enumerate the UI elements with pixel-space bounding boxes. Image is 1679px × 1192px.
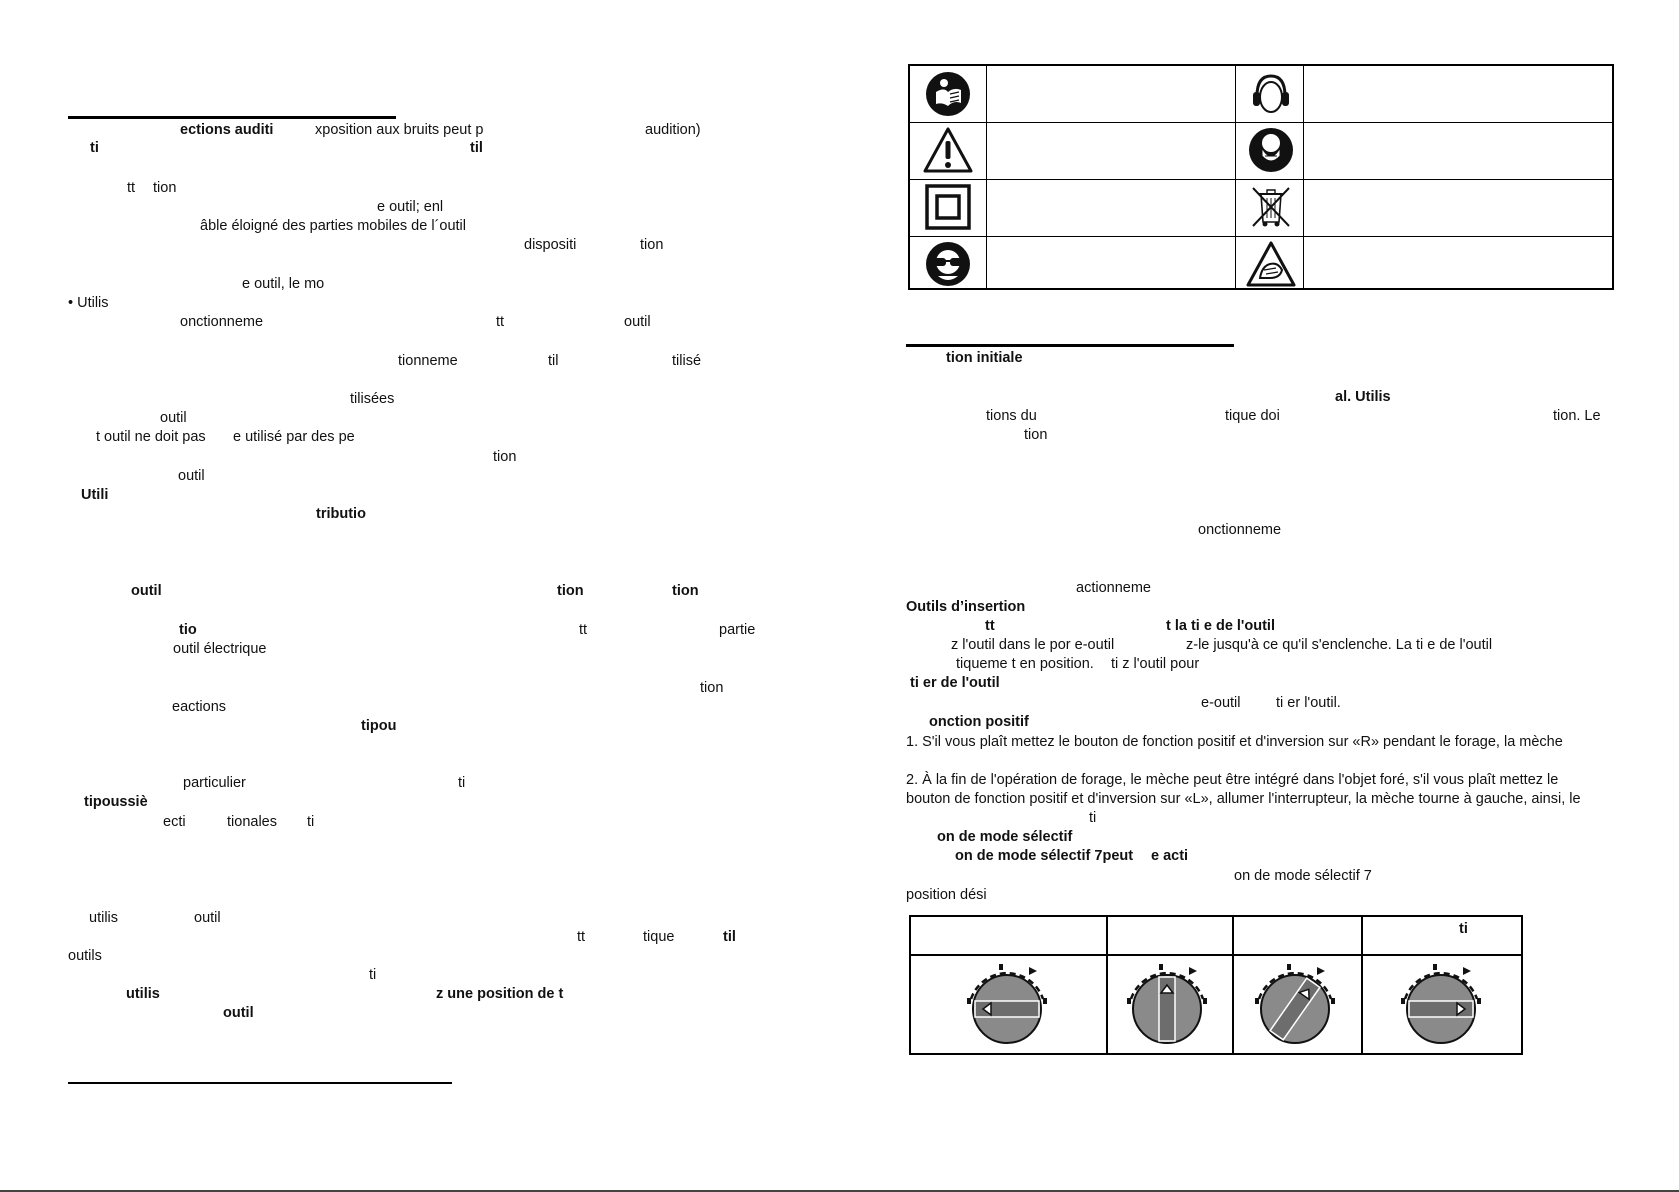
left-line-27-segment-1: utilis <box>89 910 119 926</box>
right-line-12-segment-2: ti er l'outil. <box>1276 695 1341 711</box>
right-line-11-segment-1: ti er de l'outil <box>910 675 1000 691</box>
left-line-20-segment-1: outil électrique <box>173 641 267 657</box>
left-line-2-segment-2: til <box>470 140 483 156</box>
right-line-19-segment-1: on de mode sélectif 7peut <box>955 848 1134 864</box>
left-line-1-segment-3: audition) <box>645 122 701 138</box>
left-line-10-segment-2: til <box>548 353 559 369</box>
right-line-12-segment-1: e-outil <box>1201 695 1241 711</box>
right-line-8-segment-2: t la ti e de l'outil <box>1166 618 1275 634</box>
section-rule-top-left <box>68 116 396 119</box>
right-line-20-segment-1: on de mode sélectif 7 <box>1234 868 1372 884</box>
left-line-7-segment-1: e outil, le mo <box>242 276 325 292</box>
left-line-19-segment-2: tt <box>579 622 588 638</box>
left-line-5-segment-1: âble éloigné des parties mobiles de l´outil <box>200 218 466 234</box>
left-line-23-segment-1: tipou <box>361 718 397 734</box>
left-line-28-segment-1: tt <box>577 929 586 945</box>
left-line-29-segment-1: outils <box>68 948 102 964</box>
right-line-8-segment-1: tt <box>985 618 995 634</box>
right-line-19-segment-2: e acti <box>1151 848 1189 864</box>
left-line-10-segment-1: tionneme <box>398 353 458 369</box>
double-insulation-icon <box>914 181 982 233</box>
gloves-warning-icon <box>1237 238 1305 290</box>
right-line-6-segment-1: actionneme <box>1076 580 1151 596</box>
left-line-6-segment-2: tion <box>640 237 664 253</box>
left-line-22-segment-1: eactions <box>172 699 227 715</box>
right-line-7-segment-1: Outils d’insertion <box>906 599 1026 615</box>
left-line-9-segment-2: tt <box>496 314 505 330</box>
section-rule-bottom-left <box>68 1082 452 1084</box>
right-line-3-segment-1: tions du <box>986 408 1037 424</box>
left-line-9-segment-3: outil <box>624 314 651 330</box>
dial-drill-icon <box>1119 957 1215 1056</box>
right-line-9-segment-2: z-le jusqu'à ce qu'il s'enclenche. La ti e de l'outil <box>1186 637 1493 653</box>
left-line-24-segment-2: ti <box>458 775 466 791</box>
left-line-13-segment-2: e utilisé par des pe <box>233 429 355 445</box>
left-line-4-segment-1: e outil; enl <box>377 199 444 215</box>
left-line-19-segment-3: partie <box>719 622 756 638</box>
left-line-2-segment-1: ti <box>90 140 99 156</box>
right-line-15-segment-1: 2. À la fin de l'opération de forage, le mèche peut être intégré dans l'objet foré, s'il vous plaît mettez le <box>906 772 1559 788</box>
left-line-3-segment-1: tt <box>127 180 136 196</box>
left-line-9-segment-1: onctionneme <box>180 314 264 330</box>
left-line-27-segment-2: outil <box>194 910 221 926</box>
right-line-13-segment-1: onction positif <box>929 714 1029 730</box>
left-line-12-segment-1: outil <box>160 410 187 426</box>
right-line-10-segment-1: tiqueme t en position. <box>956 656 1094 672</box>
left-line-18-segment-3: tion <box>672 583 699 599</box>
left-line-8-segment-1: • Utilis <box>68 295 109 311</box>
crossed-bin-icon <box>1237 181 1305 233</box>
left-line-19-segment-1: tio <box>179 622 197 638</box>
left-line-14-segment-1: tion <box>493 449 517 465</box>
right-line-9-segment-1: z l'outil dans le por e-outil <box>951 637 1115 653</box>
right-line-3-segment-2: tique doi <box>1225 408 1280 424</box>
right-line-18-segment-1: on de mode sélectif <box>937 829 1073 845</box>
left-line-30-segment-1: ti <box>369 967 377 983</box>
left-line-28-segment-3: til <box>723 929 736 945</box>
left-line-26-segment-2: tionales <box>227 814 277 830</box>
right-line-21-segment-1: position dési <box>906 887 987 903</box>
left-line-1-segment-1: ections auditi <box>180 122 274 138</box>
right-line-16-segment-1: bouton de fonction positif et d'inversion sur «L», allumer l'interrupteur, la mèche tourne à gauche, ainsi, le <box>906 791 1581 807</box>
left-line-31-segment-2: z une position de t <box>436 986 564 1002</box>
safety-symbols-table <box>908 64 1614 290</box>
left-line-6-segment-1: dispositi <box>524 237 577 253</box>
dust-mask-icon <box>1237 124 1305 176</box>
left-line-28-segment-2: tique <box>643 929 675 945</box>
left-line-18-segment-2: tion <box>557 583 584 599</box>
left-line-10-segment-3: tilisé <box>672 353 702 369</box>
right-line-2-segment-1: al. Utilis <box>1335 389 1391 405</box>
left-line-3-segment-2: tion <box>153 180 177 196</box>
right-line-1-segment-1: tion initiale <box>946 350 1023 366</box>
right-line-5-segment-1: onctionneme <box>1198 522 1282 538</box>
left-line-13-segment-1: t outil ne doit pas <box>96 429 206 445</box>
mode-selector-table <box>909 915 1523 1055</box>
left-line-21-segment-1: tion <box>700 680 724 696</box>
left-line-15-segment-1: outil <box>178 468 205 484</box>
warning-triangle-icon <box>914 124 982 176</box>
left-line-31-segment-1: utilis <box>126 986 160 1002</box>
section-rule-top-right <box>906 344 1234 347</box>
dial-hammer-chisel-icon <box>959 957 1055 1056</box>
read-manual-icon <box>914 68 982 120</box>
right-line-10-segment-2: ti z l'outil pour <box>1111 656 1200 672</box>
safety-glasses-icon <box>914 238 982 290</box>
left-line-16-segment-1: Utili <box>81 487 109 503</box>
dial-chisel-icon <box>1393 957 1489 1056</box>
left-line-24-segment-1: particulier <box>183 775 246 791</box>
left-line-26-segment-1: ecti <box>163 814 186 830</box>
mode-header-4: ti <box>1459 921 1468 937</box>
left-line-26-segment-3: ti <box>307 814 315 830</box>
dial-hammer-drill-icon <box>1247 957 1343 1056</box>
left-line-32-segment-1: outil <box>223 1005 254 1021</box>
right-line-3-segment-3: tion. Le <box>1553 408 1601 424</box>
ear-protection-icon <box>1237 68 1305 120</box>
left-line-17-segment-1: tributio <box>316 506 366 522</box>
right-line-4-segment-1: tion <box>1024 427 1048 443</box>
right-line-17-segment-1: ti <box>1089 810 1097 826</box>
left-line-1-segment-2: xposition aux bruits peut p <box>315 122 484 138</box>
left-line-25-segment-1: tipoussiè <box>84 794 148 810</box>
left-line-18-segment-1: outil <box>131 583 162 599</box>
right-line-14-segment-1: 1. S'il vous plaît mettez le bouton de fonction positif et d'inversion sur «R» pendant le forage, la mèche <box>906 734 1563 750</box>
left-line-11-segment-1: tilisées <box>350 391 395 407</box>
